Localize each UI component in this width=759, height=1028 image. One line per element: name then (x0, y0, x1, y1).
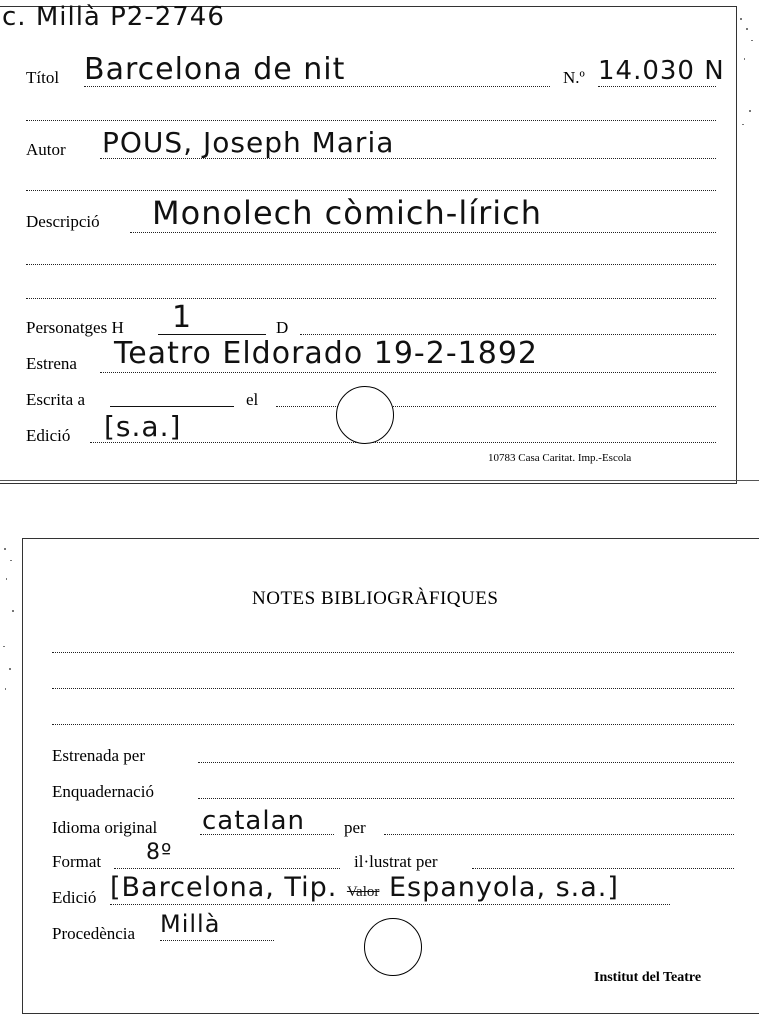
edicio2-value-after: Espanyola, s.a.] (388, 872, 619, 903)
card-divider-line (0, 480, 759, 481)
estrenada-dotted-line (198, 762, 734, 763)
numero-label: N.º (563, 68, 585, 87)
edicio2-value (110, 872, 619, 903)
procedencia-dotted-line (160, 940, 274, 941)
edicio-label: Edició (26, 426, 71, 445)
titol-label: Títol (26, 68, 60, 87)
scan-speck (749, 110, 751, 112)
institute-footer: Institut del Teatre (594, 970, 702, 985)
titol-dotted-line (84, 86, 550, 87)
descripcio-dotted-line (130, 232, 716, 233)
blank-dotted-line (26, 298, 716, 299)
scan-speck (5, 688, 6, 690)
idioma-value: catalan (202, 806, 305, 836)
scan-speck (740, 18, 742, 20)
scan-speck (746, 28, 748, 30)
edicio2-value-before: [Barcelona, Tip. (110, 872, 338, 903)
printer-imprint: 10783 Casa Caritat. Imp.-Escola (488, 452, 632, 464)
numero-value: 14.030 N (598, 56, 725, 86)
escrita-el-label: el (246, 390, 259, 409)
blank-dotted-line (26, 264, 716, 265)
personatges-label: Personatges H (26, 318, 124, 337)
format-il-dotted-line (472, 868, 734, 869)
notes-dotted-line (52, 724, 734, 725)
descripcio-label: Descripció (26, 212, 100, 231)
personatges-d-label: D (276, 318, 289, 337)
enquadernacio-label: Enquadernació (52, 782, 154, 801)
procedencia-label: Procedència (52, 924, 136, 943)
scan-speck (742, 124, 744, 125)
escrita-line (110, 406, 234, 407)
personatges-d-dotted-line (300, 334, 716, 335)
titol-value: Barcelona de nit (84, 52, 346, 87)
descripcio-value: Monolech còmich-lírich (152, 194, 543, 232)
numero-dotted-line (598, 86, 716, 87)
scan-speck (751, 40, 753, 41)
edicio2-label: Edició (52, 888, 97, 907)
format-dotted-line (114, 868, 340, 869)
edicio-dotted-line (90, 442, 716, 443)
format-il-label: il·lustrat per (354, 852, 438, 871)
edicio2-dotted-line (110, 904, 670, 905)
scan-speck (744, 58, 745, 60)
punch-hole (364, 918, 422, 976)
estrena-value: Teatro Eldorado 19-2-1892 (114, 336, 538, 371)
scan-speck (9, 668, 11, 670)
estrena-label: Estrena (26, 354, 77, 373)
autor-value: POUS, Joseph Maria (102, 126, 395, 159)
notes-heading: NOTES BIBLIOGRÀFIQUES (252, 588, 499, 609)
idioma-per-label: per (344, 818, 366, 837)
estrena-dotted-line (100, 372, 716, 373)
autor-dotted-line (100, 158, 716, 159)
notes-dotted-line (52, 652, 734, 653)
scan-speck (6, 578, 7, 580)
notes-dotted-line (52, 688, 734, 689)
scan-speck (4, 548, 6, 550)
idioma-label: Idioma original (52, 818, 158, 837)
personatges-h-line (158, 334, 266, 335)
edicio2-value-struck: Valor (346, 884, 380, 900)
scan-speck (3, 646, 5, 647)
personatges-h-value: 1 (172, 300, 193, 335)
scan-speck (12, 610, 14, 612)
format-label: Format (52, 852, 102, 871)
estrenada-label: Estrenada per (52, 746, 145, 765)
call-number: c. Millà P2-2746 (2, 2, 225, 32)
blank-dotted-line (26, 120, 716, 121)
format-value: 8º (146, 840, 173, 865)
idioma-per-dotted-line (384, 834, 734, 835)
procedencia-value: Millà (160, 910, 221, 938)
scan-speck (10, 560, 12, 561)
idioma-dotted-line (200, 834, 334, 835)
punch-hole (336, 386, 394, 444)
escrita-label: Escrita a (26, 390, 85, 409)
edicio-value: [s.a.] (104, 410, 182, 443)
blank-dotted-line (26, 190, 716, 191)
enquadernacio-dotted-line (198, 798, 734, 799)
autor-label: Autor (26, 140, 66, 159)
